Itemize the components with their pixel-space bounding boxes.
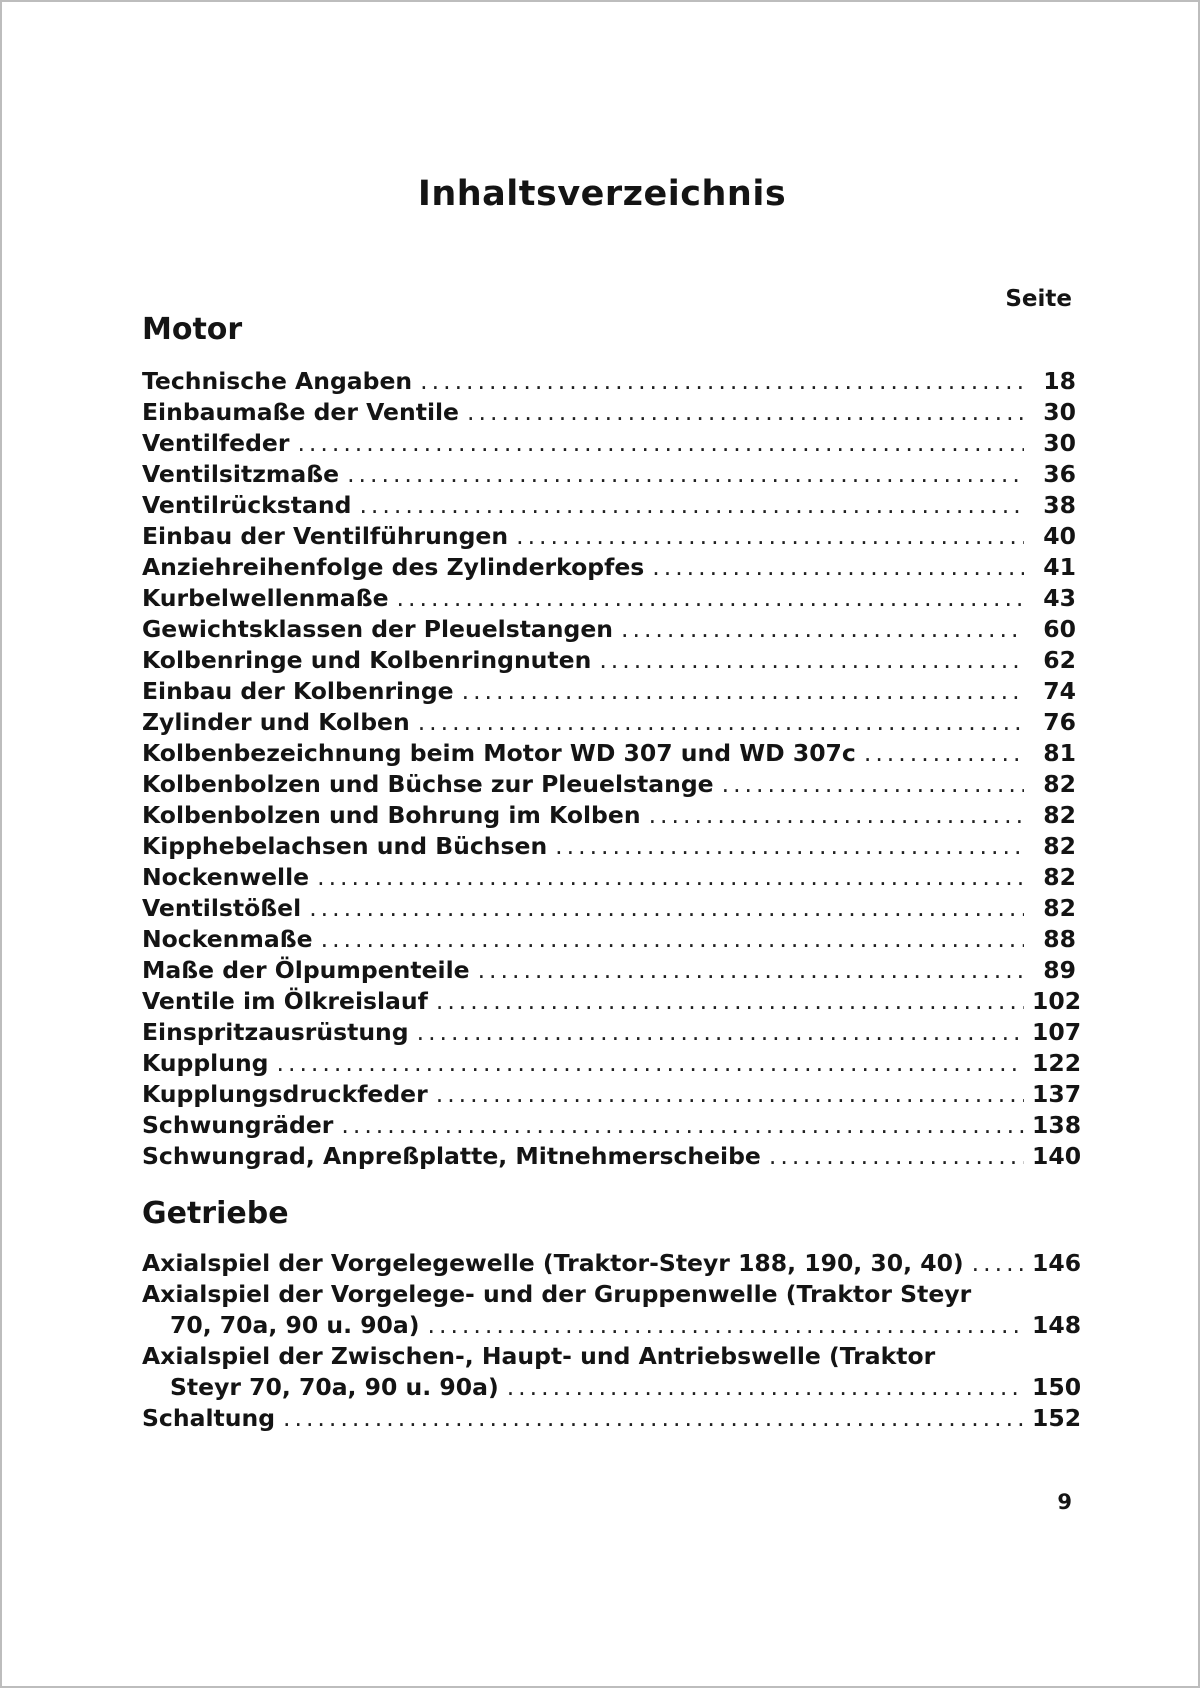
toc-entry-label: Kupplungsdruckfeder <box>142 1080 428 1108</box>
toc-entry-label: Kupplung <box>142 1049 269 1077</box>
toc-entry <box>142 831 1076 862</box>
toc-entry-page: 18 <box>1043 367 1076 395</box>
leader-dots <box>769 1141 1024 1172</box>
toc-entry <box>142 1248 1082 1279</box>
toc-entry-label: Einbau der Ventilführungen <box>142 522 509 550</box>
leader-dots <box>722 769 1024 800</box>
toc-entry-page: 82 <box>1043 770 1076 798</box>
toc-entry-page: 137 <box>1032 1080 1082 1108</box>
toc-entry <box>142 800 1076 831</box>
toc-entry <box>142 1403 1082 1434</box>
leader-dots <box>397 583 1024 614</box>
toc-entry-page: 148 <box>1032 1311 1082 1339</box>
leader-dots <box>321 924 1024 955</box>
toc-entry-label: Ventilrückstand <box>142 491 352 519</box>
toc-list-motor <box>142 366 1082 1172</box>
toc-entry-page: 150 <box>1032 1373 1082 1401</box>
leader-dots <box>283 1403 1024 1434</box>
leader-dots <box>516 521 1024 552</box>
leader-dots <box>420 366 1024 397</box>
leader-dots <box>864 738 1024 769</box>
toc-entry-page: 43 <box>1043 584 1076 612</box>
toc-entry-page: 82 <box>1043 832 1076 860</box>
toc-entry <box>142 490 1076 521</box>
toc-entry-label: Axialspiel der Vorgelegewelle (Traktor-Steyr 188, 190, 30, 40) <box>142 1249 964 1277</box>
toc-entry-label: Ventilfeder <box>142 429 290 457</box>
toc-entry-label-line1: Axialspiel der Vorgelege- und der Gruppenwelle (Traktor Steyr <box>142 1280 972 1308</box>
toc-entry <box>142 893 1076 924</box>
toc-entry-page: 122 <box>1032 1049 1082 1077</box>
leader-dots <box>309 893 1024 924</box>
section-heading-getriebe: Getriebe <box>142 1196 289 1231</box>
leader-dots <box>555 831 1024 862</box>
toc-entry <box>142 707 1076 738</box>
leader-dots <box>417 1017 1024 1048</box>
leader-dots <box>436 986 1024 1017</box>
toc-entry-label: Kipphebelachsen und Büchsen <box>142 832 548 860</box>
leader-dots <box>347 459 1024 490</box>
toc-entry-label: Zylinder und Kolben <box>142 708 410 736</box>
leader-dots <box>277 1048 1024 1079</box>
toc-entry <box>142 521 1076 552</box>
toc-entry-page: 62 <box>1043 646 1076 674</box>
toc-entry <box>142 924 1076 955</box>
toc-entry-page: 82 <box>1043 863 1076 891</box>
toc-entry <box>142 397 1076 428</box>
toc-entry <box>142 645 1076 676</box>
toc-entry-label: Ventilstößel <box>142 894 302 922</box>
toc-entry-page: 102 <box>1032 987 1082 1015</box>
toc-entry-page: 140 <box>1032 1142 1082 1170</box>
toc-entry-page: 30 <box>1043 429 1076 457</box>
toc-entry <box>142 1079 1082 1110</box>
toc-entry-label: Einbau der Kolbenringe <box>142 677 454 705</box>
leader-dots <box>507 1372 1024 1403</box>
toc-entry-label: Kurbelwellenmaße <box>142 584 389 612</box>
toc-entry <box>142 459 1076 490</box>
page-column-header: Seite <box>1005 286 1072 312</box>
toc-entry-label: 70, 70a, 90 u. 90a) <box>170 1311 420 1339</box>
toc-entry <box>142 1048 1082 1079</box>
toc-entry-label: Gewichtsklassen der Pleuelstangen <box>142 615 614 643</box>
toc-entry-label: Einbaumaße der Ventile <box>142 398 459 426</box>
toc-entry <box>142 614 1076 645</box>
leader-dots <box>621 614 1024 645</box>
toc-entry-label: Steyr 70, 70a, 90 u. 90a) <box>170 1373 499 1401</box>
toc-entry-label: Kolbenringe und Kolbenringnuten <box>142 646 592 674</box>
toc-entry <box>142 955 1076 986</box>
leader-dots <box>478 955 1024 986</box>
toc-entry-page: 30 <box>1043 398 1076 426</box>
toc-entry <box>142 986 1082 1017</box>
toc-entry-page: 81 <box>1043 739 1076 767</box>
toc-entry <box>142 1310 1082 1341</box>
leader-dots <box>599 645 1024 676</box>
toc-entry <box>142 366 1076 397</box>
toc-entry <box>142 552 1076 583</box>
toc-entry <box>142 676 1076 707</box>
page-number: 9 <box>1057 1490 1072 1514</box>
page-title: Inhaltsverzeichnis <box>417 174 787 214</box>
toc-entry-label: Technische Angaben <box>142 367 413 395</box>
toc-entry <box>142 769 1076 800</box>
toc-entry-page: 60 <box>1043 615 1076 643</box>
toc-entry <box>142 738 1076 769</box>
toc-entry-page: 89 <box>1043 956 1076 984</box>
leader-dots <box>428 1310 1024 1341</box>
toc-entry-page: 146 <box>1032 1249 1082 1277</box>
toc-entry-label: Einspritzausrüstung <box>142 1018 409 1046</box>
toc-entry-label: Ventile im Ölkreislauf <box>142 987 428 1015</box>
toc-entry <box>142 1017 1082 1048</box>
leader-dots <box>341 1110 1024 1141</box>
toc-entry-page: 88 <box>1043 925 1076 953</box>
toc-entry-label: Nockenmaße <box>142 925 313 953</box>
leader-dots <box>418 707 1024 738</box>
leader-dots <box>462 676 1024 707</box>
toc-list-getriebe <box>142 1248 1082 1434</box>
toc-entry-page: 41 <box>1043 553 1076 581</box>
toc-entry-label: Maße der Ölpumpenteile <box>142 956 470 984</box>
leader-dots <box>359 490 1024 521</box>
toc-entry-label: Nockenwelle <box>142 863 310 891</box>
toc-entry-label: Kolbenbezeichnung beim Motor WD 307 und WD 307c <box>142 739 856 767</box>
toc-entry <box>142 1141 1082 1172</box>
toc-entry <box>142 428 1076 459</box>
toc-entry-label: Schaltung <box>142 1404 276 1432</box>
leader-dots <box>972 1248 1024 1279</box>
toc-entry-label: Schwungräder <box>142 1111 334 1139</box>
toc-entry-label: Kolbenbolzen und Bohrung im Kolben <box>142 801 641 829</box>
toc-entry <box>142 1110 1082 1141</box>
toc-entry-page: 74 <box>1043 677 1076 705</box>
leader-dots <box>652 552 1024 583</box>
toc-entry-page: 76 <box>1043 708 1076 736</box>
toc-entry-label: Schwungrad, Anpreßplatte, Mitnehmerscheibe <box>142 1142 761 1170</box>
toc-entry <box>142 583 1076 614</box>
leader-dots <box>436 1079 1024 1110</box>
toc-entry-page: 36 <box>1043 460 1076 488</box>
toc-entry <box>142 1372 1082 1403</box>
toc-entry-label-line1: Axialspiel der Zwischen-, Haupt- und Antriebswelle (Traktor <box>142 1342 936 1370</box>
toc-entry-page: 107 <box>1032 1018 1082 1046</box>
leader-dots <box>649 800 1024 831</box>
leader-dots <box>467 397 1024 428</box>
leader-dots <box>317 862 1024 893</box>
toc-entry-page: 82 <box>1043 801 1076 829</box>
toc-entry-label: Ventilsitzmaße <box>142 460 340 488</box>
toc-entry <box>142 862 1076 893</box>
leader-dots <box>297 428 1024 459</box>
toc-entry-page: 38 <box>1043 491 1076 519</box>
toc-entry-label: Anziehreihenfolge des Zylinderkopfes <box>142 553 645 581</box>
toc-entry-page: 152 <box>1032 1404 1082 1432</box>
toc-entry-page: 138 <box>1032 1111 1082 1139</box>
toc-entry-page: 82 <box>1043 894 1076 922</box>
toc-entry-page: 40 <box>1043 522 1076 550</box>
section-heading-motor: Motor <box>142 312 243 347</box>
toc-entry-label: Kolbenbolzen und Büchse zur Pleuelstange <box>142 770 714 798</box>
